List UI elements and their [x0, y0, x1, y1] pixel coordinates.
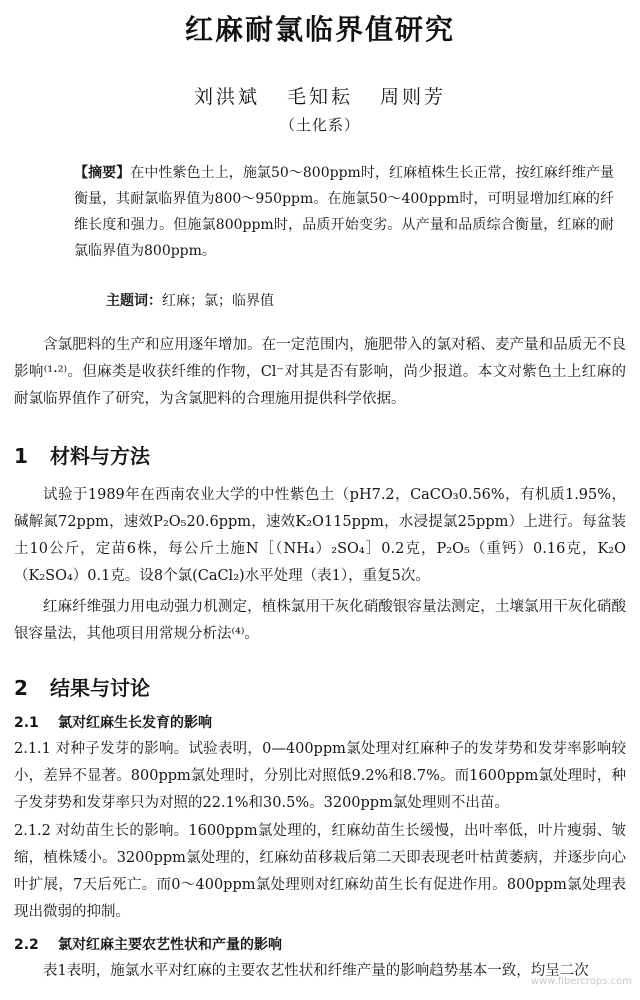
section-number: 2: [14, 676, 28, 700]
paper-title: 红麻耐氯临界值研究: [184, 13, 455, 46]
section-title: 材料与方法: [50, 444, 150, 468]
keywords-label: 主题词：: [106, 293, 162, 309]
abstract: [74, 160, 614, 264]
results-paragraph-2-1-2: 2.1.2 对幼苗生长的影响。1600ppm氯处理的，红麻幼苗生长缓慢，出叶率低，叶片瘦弱、皱缩，植株矮小。3200ppm氯处理的，红麻幼苗移栽后第二天即表现老叶枯黄萎病，并逐步向心叶扩展，7天后死亡。而0～400ppm氯处理则对红麻幼苗生长有促进作用。800ppm氯处理表现出微弱的抑制。: [14, 823, 626, 920]
results-paragraph-2-1-1: 2.1.1 对种子发芽的影响。试验表明，0—400ppm氯处理对红麻种子的发芽势和发芽率影响较小，差异不显著。800ppm氯处理时，分别比对照低9.2%和8.7%。而1600ppm氯处理时，种子发芽势和发芽率只为对照的22.1%和30.5%。3200ppm氯处理则不出苗。: [14, 741, 626, 811]
subsection-title: 氯对红麻生长发育的影响: [58, 715, 212, 731]
section-heading-1: [14, 440, 150, 469]
affiliation: （土化系）: [279, 116, 360, 134]
subsection-heading-2-2: [14, 934, 282, 954]
results-paragraph-2-2: 表1表明，施氯水平对红麻的主要农艺性状和纤维产量的影响趋势基本一致，均呈二次: [43, 963, 589, 979]
methods-paragraph-1: 试验于1989年在西南农业大学的中性紫色土（pH7.2，CaCO₃0.56%，有机质1.95%，碱解氮72ppm，速效P₂O₅20.6ppm，速效K₂O115ppm，水浸提氯25ppm）上进行。每盆装土10公斤，定苗6株，每公斤土施N［（NH₄）₂SO₄］0.2克，P₂O₅（重钙）0.16克，K₂O（K₂SO₄）0.1克。设8个氯(CaCl₂)水平处理（表1），重复5次。: [14, 487, 626, 584]
subsection-heading-2-1: [14, 712, 212, 732]
subsection-number: 2.2: [14, 937, 39, 953]
section-title: 结果与讨论: [50, 676, 150, 700]
watermark: www.fibercrops.com: [530, 976, 632, 987]
subsection-title: 氯对红麻主要农艺性状和产量的影响: [58, 937, 282, 953]
methods-paragraph-2: 红麻纤维强力用电动强力机测定，植株氯用干灰化硝酸银容量法测定，土壤氯用干灰化硝酸银容量法，其他项目用常规分析法⁽⁴⁾。: [14, 599, 626, 642]
keywords: [106, 290, 606, 310]
subsection-number: 2.1: [14, 715, 39, 731]
intro-paragraph: 含氯肥料的生产和应用逐年增加。在一定范围内，施肥带入的氯对稻、麦产量和品质无不良影响⁽¹·²⁾。但麻类是收获纤维的作物，Cl⁻对其是否有影响，尚少报道。本文对紫色土上红麻的耐氯临界值作了研究，为含氯肥料的合理施用提供科学依据。: [14, 337, 626, 407]
keywords-text: 红麻；氯；临界值: [162, 293, 274, 309]
abstract-text: 在中性紫色土上，施氯50～800ppm时，红麻植株生长正常，按红麻纤维产量衡量，其耐氯临界值为800～950ppm。在施氯50～400ppm时，可明显增加红麻的纤维长度和强力。但施氯800ppm时，品质开始变劣。从产量和品质综合衡量，红麻的耐氯临界值为800ppm。: [74, 165, 615, 259]
section-heading-2: [14, 672, 150, 701]
authors: 刘洪斌 毛知耘 周则芳: [193, 86, 447, 108]
abstract-label: 【摘要】: [74, 165, 131, 181]
section-number: 1: [14, 444, 28, 468]
